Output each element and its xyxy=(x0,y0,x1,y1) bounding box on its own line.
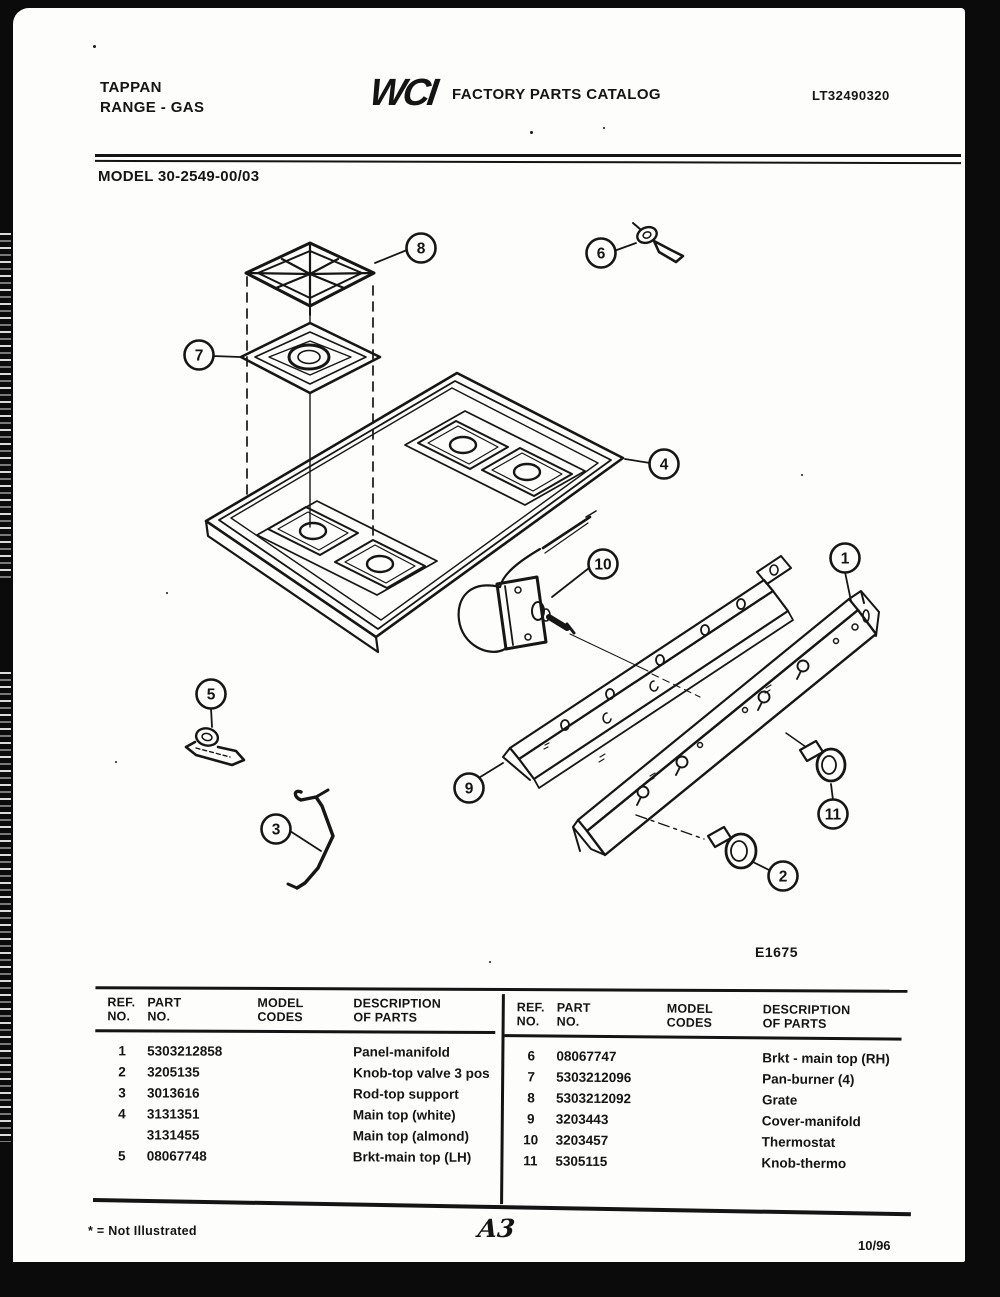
wci-logo: WCI xyxy=(367,72,438,114)
part-no-cell: 3203457 xyxy=(555,1132,609,1149)
ref-no-cell: 9 xyxy=(526,1111,535,1127)
description-cell: Knob-top valve 3 pos xyxy=(353,1065,490,1081)
part-no-cell: 3205135 xyxy=(147,1064,200,1080)
col-header-ref: REF. NO. xyxy=(107,995,136,1024)
burner-pan-part xyxy=(241,323,380,393)
callout-number: 7 xyxy=(194,347,204,365)
bracket-lh-part xyxy=(186,726,244,765)
ref-no-cell: 5 xyxy=(117,1148,126,1164)
knob-part-11 xyxy=(786,733,845,781)
ref-no-cell: 6 xyxy=(527,1048,536,1064)
description-cell: Brkt-main top (LH) xyxy=(352,1149,472,1165)
description-cell: Pan-burner (4) xyxy=(762,1071,855,1088)
part-no-cell: 3203443 xyxy=(555,1111,609,1128)
callout-number: 8 xyxy=(416,240,426,258)
ref-no-cell: 10 xyxy=(523,1132,539,1148)
grate-part xyxy=(246,243,374,315)
thermostat-part xyxy=(459,511,700,697)
table-header xyxy=(517,1000,908,1037)
description-cell: Rod-top support xyxy=(352,1086,459,1102)
cover-manifold-part xyxy=(503,556,793,788)
description-cell: Panel-manifold xyxy=(353,1044,450,1060)
callout-number: 4 xyxy=(659,456,669,474)
brand-line2: RANGE - GAS xyxy=(100,99,205,116)
col-header-desc: DESCRIPTION OF PARTS xyxy=(353,996,442,1025)
callout-number: 2 xyxy=(778,868,788,886)
parts-table-right xyxy=(500,994,908,1208)
description-cell: Grate xyxy=(761,1092,798,1108)
callout-number: 6 xyxy=(596,245,606,263)
callout-number: 10 xyxy=(594,556,612,574)
model-codes-cell xyxy=(666,1120,762,1121)
figure-code: E1675 xyxy=(755,944,798,960)
part-no-cell: 3131455 xyxy=(146,1127,200,1143)
ref-no-cell: 8 xyxy=(527,1090,535,1106)
part-no-cell: 08067748 xyxy=(146,1148,207,1164)
table-body-left xyxy=(107,1040,502,1168)
ref-no-cell: 2 xyxy=(118,1064,126,1080)
col-header-model: MODEL CODES xyxy=(257,995,304,1025)
callout-number: 11 xyxy=(824,806,842,824)
part-no-cell: 08067747 xyxy=(556,1048,617,1065)
rod-support-part xyxy=(288,790,333,888)
model-codes-cell xyxy=(666,1057,762,1058)
model-codes-cell xyxy=(666,1078,762,1079)
part-no-cell: 3131351 xyxy=(146,1106,200,1122)
ref-no-cell: 3 xyxy=(118,1085,126,1101)
description-cell: Thermostat xyxy=(761,1134,836,1151)
catalog-title: FACTORY PARTS CATALOG xyxy=(452,86,661,103)
parts-table-left xyxy=(95,989,502,1201)
table-row xyxy=(515,1150,906,1174)
header-underline xyxy=(95,1029,495,1034)
ref-no-cell: 1 xyxy=(118,1043,126,1059)
model-codes-cell xyxy=(665,1162,761,1163)
model-codes-cell xyxy=(666,1141,762,1142)
callout-number: 3 xyxy=(271,821,281,839)
col-header-part: PART NO. xyxy=(556,1000,591,1029)
brand-line1: TAPPAN xyxy=(100,79,162,96)
handwritten-page-mark: A3 xyxy=(476,1214,517,1243)
table-row xyxy=(107,1124,501,1147)
part-no-cell: 5303212092 xyxy=(555,1090,632,1107)
model-codes-cell xyxy=(666,1099,762,1100)
table-row xyxy=(107,1061,501,1084)
not-illustrated-footnote: * = Not Illustrated xyxy=(88,1224,197,1238)
main-top-part xyxy=(206,373,623,652)
ref-no-cell: 7 xyxy=(527,1069,535,1085)
description-cell: Cover-manifold xyxy=(761,1113,861,1130)
part-no-cell: 5303212096 xyxy=(556,1069,632,1086)
knob-part-2 xyxy=(636,815,756,868)
callout-number: 1 xyxy=(840,550,850,568)
table-row xyxy=(107,1040,501,1063)
col-header-part: PART NO. xyxy=(147,995,182,1024)
part-no-cell: 3013616 xyxy=(146,1085,200,1101)
date-code: 10/96 xyxy=(858,1238,891,1253)
table-row xyxy=(107,1145,501,1168)
document-number: LT32490320 xyxy=(812,88,890,103)
col-header-desc: DESCRIPTION OF PARTS xyxy=(762,1002,851,1031)
ref-no-cell: 4 xyxy=(118,1106,126,1122)
panel-keyholes xyxy=(637,661,809,806)
col-header-ref: REF. NO. xyxy=(516,1000,545,1029)
description-cell: Main top (almond) xyxy=(352,1128,470,1144)
description-cell: Brkt - main top (RH) xyxy=(762,1050,890,1067)
col-header-model: MODEL CODES xyxy=(666,1001,713,1030)
model-number-line: MODEL 30-2549-00/03 xyxy=(98,168,260,185)
description-cell: Main top (white) xyxy=(352,1107,456,1123)
parts-table xyxy=(95,986,908,1203)
part-no-cell: 5305115 xyxy=(555,1153,608,1170)
table-body-right xyxy=(515,1045,907,1174)
bracket-rh-part xyxy=(633,223,683,262)
ref-no-cell: 11 xyxy=(523,1153,538,1169)
table-row xyxy=(107,1103,501,1126)
part-no-cell: 5303212858 xyxy=(147,1043,223,1059)
callout-number: 9 xyxy=(464,780,474,798)
description-cell: Knob-thermo xyxy=(761,1155,847,1172)
table-row xyxy=(107,1082,501,1105)
callout-number: 5 xyxy=(206,686,216,704)
table-header xyxy=(107,995,501,1031)
